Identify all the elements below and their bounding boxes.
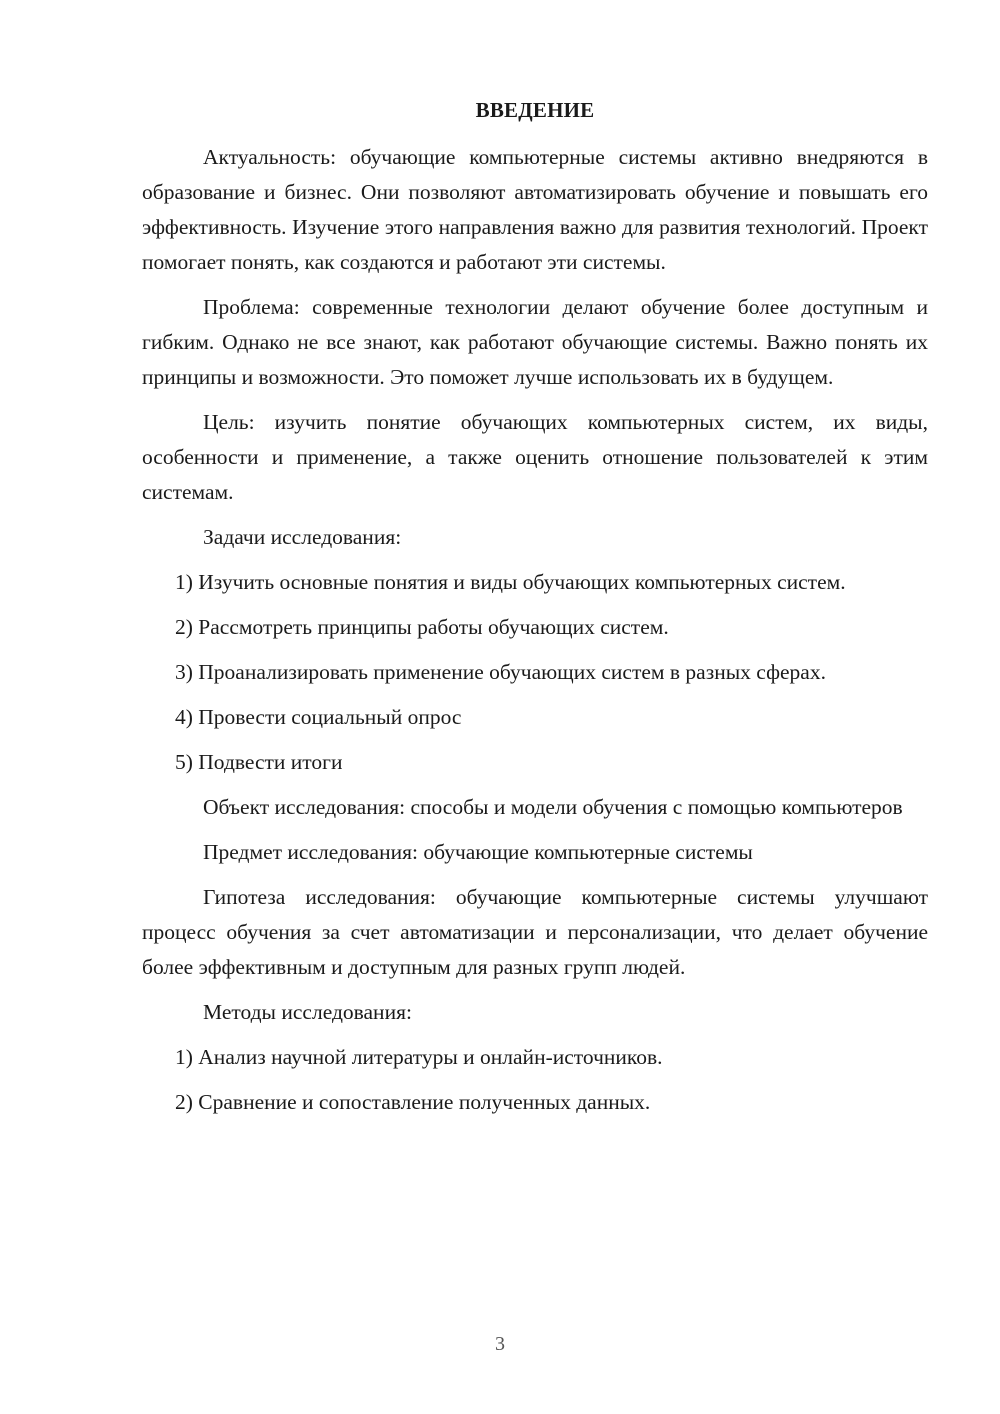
paragraph-relevance: Актуальность: обучающие компьютерные системы активно внедряются в образование и бизнес. Они позволяют автоматизировать обучение и повышать его эффективность. Изучение этого направления важно для развития технологий. Проект помогает понять, как создаются и работают эти системы.	[142, 145, 928, 274]
paragraph-problem: Проблема: современные технологии делают обучение более доступным и гибким. Однако не все знают, как работают обучающие системы. Важно понять их принципы и возможности. Это поможет лучше использовать их в будущем.	[142, 295, 928, 389]
page-number: 3	[495, 1333, 505, 1355]
method-item-2: 2) Сравнение и сопоставление полученных данных.	[175, 1090, 651, 1114]
paragraph-tasks-heading: Задачи исследования:	[203, 525, 402, 549]
paragraph-goal: Цель: изучить понятие обучающих компьютерных систем, их виды, особенности и применение, а также оценить отношение пользователей к этим системам.	[142, 410, 928, 504]
task-item-2: 2) Рассмотреть принципы работы обучающих систем.	[175, 615, 669, 639]
method-item-1: 1) Анализ научной литературы и онлайн-источников.	[175, 1045, 663, 1069]
paragraph-object: Объект исследования: способы и модели обучения с помощью компьютеров	[203, 795, 903, 819]
task-item-3: 3) Проанализировать применение обучающих систем в разных сферах.	[175, 660, 826, 684]
task-item-4: 4) Провести социальный опрос	[175, 705, 462, 729]
paragraph-methods-heading: Методы исследования:	[203, 1000, 412, 1024]
section-title: ВВЕДЕНИЕ	[475, 98, 595, 122]
document-page	[142, 92, 928, 1130]
paragraph-hypothesis: Гипотеза исследования: обучающие компьютерные системы улучшают процесс обучения за счет автоматизации и персонализации, что делает обучение более эффективным и доступным для разных групп людей.	[142, 885, 928, 979]
task-item-1: 1) Изучить основные понятия и виды обучающих компьютерных систем.	[175, 570, 846, 594]
paragraph-subject: Предмет исследования: обучающие компьютерные системы	[203, 840, 753, 864]
task-item-5: 5) Подвести итоги	[175, 750, 343, 774]
